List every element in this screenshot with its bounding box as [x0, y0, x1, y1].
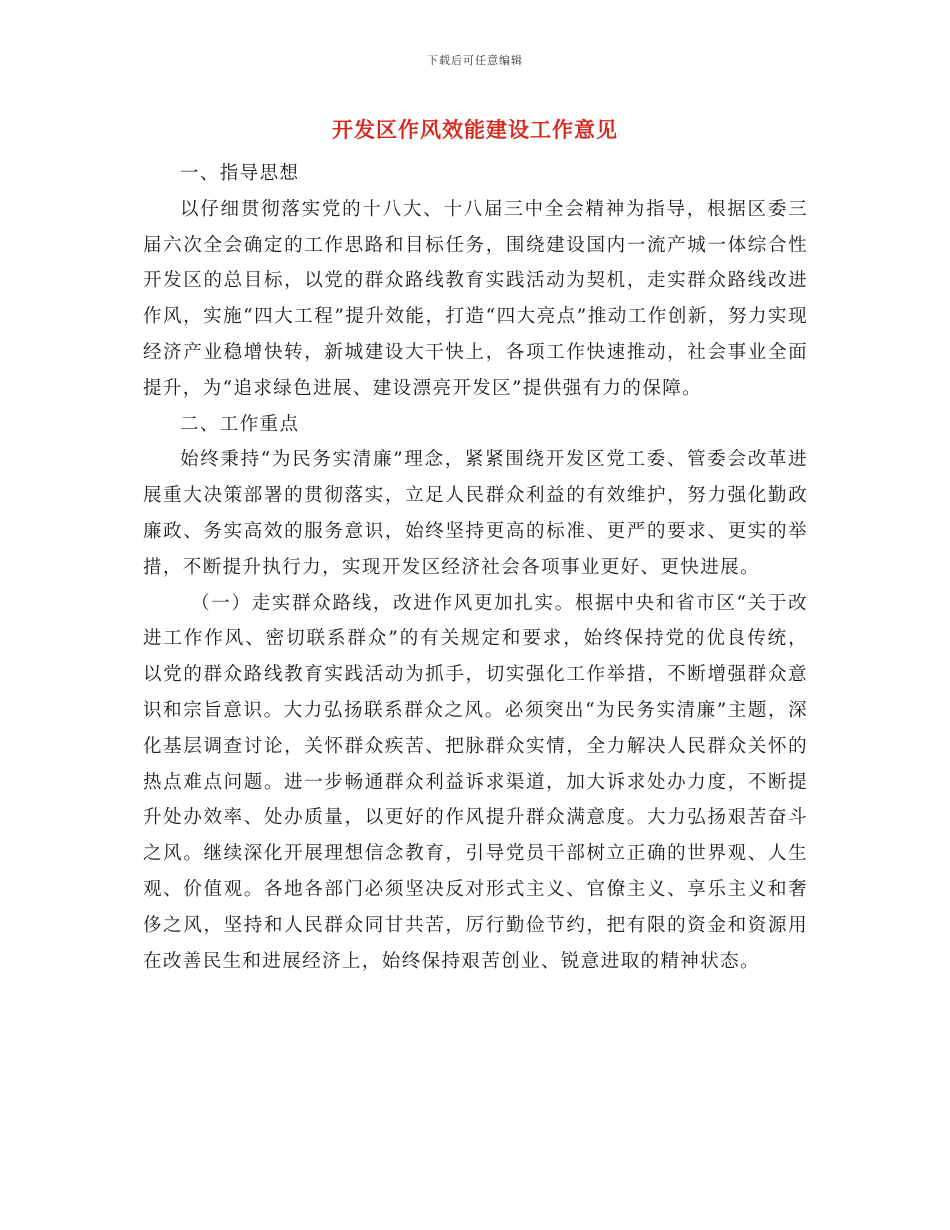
section-heading-guiding-ideology: 一、指导思想 — [180, 163, 300, 184]
paragraph-mass-line: （一）走实群众路线，改进作风更加扎实。根据中央和省市区“关于改进工作作风、密切联系群众”的有关规定和要求，始终保持党的优良传统，以党的群众路线教育实践活动为抓手，切实强化工作举措，不断增强群众意识和宗旨意识。大力弘扬联系群众之风。必须突出“为民务实清廉”主题，深化基层调查讨论，关怀群众疾苦、把脉群众实情，全力解决人民群众关怀的热点难点问题。进一步畅通群众利益诉求渠道，加大诉求处办力度，不断提升处办效率、处办质量，以更好的作风提升群众满意度。大力弘扬艰苦奋斗之风。继续深化开展理想信念教育，引导党员干部树立正确的世界观、人生观、价值观。各地各部门必须坚决反对形式主义、官僚主义、享乐主义和奢侈之风，坚持和人民群众同甘共苦，厉行勤俭节约，把有限的资金和资源用在改善民生和进展经济上，始终保持艰苦创业、锐意进取的精神状态。 — [143, 592, 808, 972]
paragraph-work-focus: 始终秉持“为民务实清廉”理念，紧紧围绕开发区党工委、管委会改革进展重大决策部署的贯彻落实，立足人民群众利益的有效维护，努力强化勤政廉政、务实高效的服务意识，始终坚持更高的标准、更严的要求、更实的举措，不断提升执行力，实现开发区经济社会各项事业更好、更快进展。 — [143, 449, 808, 578]
paragraph-guiding-ideology: 以仔细贯彻落实党的十八大、十八届三中全会精神为指导，根据区委三届六次全会确定的工作思路和目标任务，围绕建设国内一流产城一体综合性开发区的总目标，以党的群众路线教育实践活动为契机，走实群众路线改进作风，实施“四大工程”提升效能，打造“四大亮点”推动工作创新，努力实现经济产业稳增快转，新城建设大干快上，各项工作快速推动，社会事业全面提升，为“追求绿色进展、建设漂亮开发区”提供强有力的保障。 — [143, 198, 808, 399]
document-body — [143, 156, 808, 979]
document-title: 开发区作风效能建设工作意见 — [332, 118, 618, 142]
section-heading-work-focus: 二、工作重点 — [180, 413, 300, 435]
header-note: 下载后可任意编辑 — [427, 54, 523, 67]
